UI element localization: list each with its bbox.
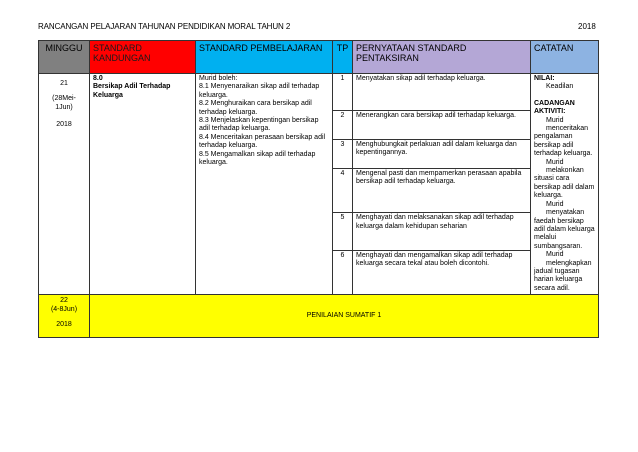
header-tp: TP: [333, 41, 353, 74]
activity-lead: Murid melakonkan: [546, 158, 584, 175]
document-title: RANCANGAN PELAJARAN TAHUNAN PENDIDIKAN MORAL TAHUN 2: [38, 22, 291, 31]
document-year: 2018: [578, 22, 596, 31]
sp-item: 8.1 Menyenaraikan sikap adil terhadap keluarga.: [199, 83, 320, 99]
table-row: [39, 295, 599, 338]
sp-item: 8.2 Menghuraikan cara bersikap adil terhadap keluarga.: [199, 100, 312, 116]
nilai-value: Keadilan: [546, 83, 574, 91]
tp-number: 3: [333, 139, 353, 168]
header-standard-pembelajaran: STANDARD PEMBELAJARAN: [196, 41, 333, 74]
tp-number: 6: [333, 250, 353, 294]
header-pernyataan: PERNYATAAN STANDARD PENTAKSIRAN: [353, 41, 531, 74]
tp-number: 2: [333, 110, 353, 139]
header-minggu: MINGGU: [39, 41, 90, 74]
tp-statement: Menghayati dan melaksanakan sikap adil terhadap keluarga dalam kehidupan seharian: [353, 213, 531, 251]
tp-statement: Menghayati dan mengamalkan sikap adil terhadap keluarga secara tekal atau boleh dicontohi.: [353, 250, 531, 294]
activity-text: jadual tugasan harian keluarga secara adil.: [534, 267, 583, 292]
sk-title: Bersikap Adil Terhadap Keluarga: [93, 83, 171, 99]
week-dates: (4-8Jun): [50, 306, 78, 314]
tp-statement: Menyatakan sikap adil terhadap keluarga.: [353, 74, 531, 111]
standard-kandungan-cell: [90, 74, 196, 295]
week-dates: (28Mei-1Jun): [52, 95, 76, 111]
week-cell: [39, 74, 90, 295]
assessment-label: PENILAIAN SUMATIF 1: [90, 295, 599, 338]
tp-number: 1: [333, 74, 353, 111]
tp-number: 5: [333, 213, 353, 251]
activity-text: situasi cara bersikap adil dalam keluarga.: [534, 175, 595, 200]
nilai-label: NILAI:: [534, 75, 555, 82]
header-catatan: CATATAN: [531, 41, 599, 74]
activity-text: pengalaman bersikap adil terhadap keluarga.: [534, 133, 593, 158]
sp-intro: Murid boleh:: [199, 75, 238, 82]
aktiviti-label: CADANGAN AKTIVITI:: [534, 99, 575, 116]
week-year: 2018: [56, 121, 72, 128]
header-standard-kandungan: STANDARD KANDUNGAN: [90, 41, 196, 74]
tp-statement: Menghubungkait perlakuan adil dalam keluarga dan kepentingannya.: [353, 139, 531, 168]
week-number: 22: [60, 297, 68, 305]
activity-lead: Murid menceritakan: [546, 116, 589, 133]
catatan-cell: [531, 74, 599, 295]
activity-text: faedah bersikap adil dalam keluarga melalui sumbangsaran.: [534, 217, 595, 250]
activity-lead: Murid menyatakan: [546, 200, 585, 217]
sp-item: 8.3 Menjelaskan kepentingan bersikap adil terhadap keluarga.: [199, 117, 319, 133]
standard-pembelajaran-cell: [196, 74, 333, 295]
tp-statement: Menerangkan cara bersikap adil terhadap keluarga.: [353, 110, 531, 139]
tp-number: 4: [333, 168, 353, 212]
week-cell: [39, 295, 90, 338]
activity-lead: Murid melengkapkan: [546, 251, 592, 267]
table-row: [39, 74, 599, 111]
lesson-plan-table: [38, 40, 599, 338]
table-header-row: [39, 41, 599, 74]
week-year: 2018: [56, 321, 72, 329]
tp-statement: Mengenal pasti dan mempamerkan perasaan apabila bersikap adil terhadap keluarga.: [353, 168, 531, 212]
sp-item: 8.5 Mengamalkan sikap adil terhadap keluarga.: [199, 150, 316, 167]
sp-item: 8.4 Menceritakan perasaan bersikap adil terhadap keluarga.: [199, 133, 326, 150]
week-number: 21: [60, 80, 68, 87]
sk-code: 8.0: [93, 75, 103, 82]
